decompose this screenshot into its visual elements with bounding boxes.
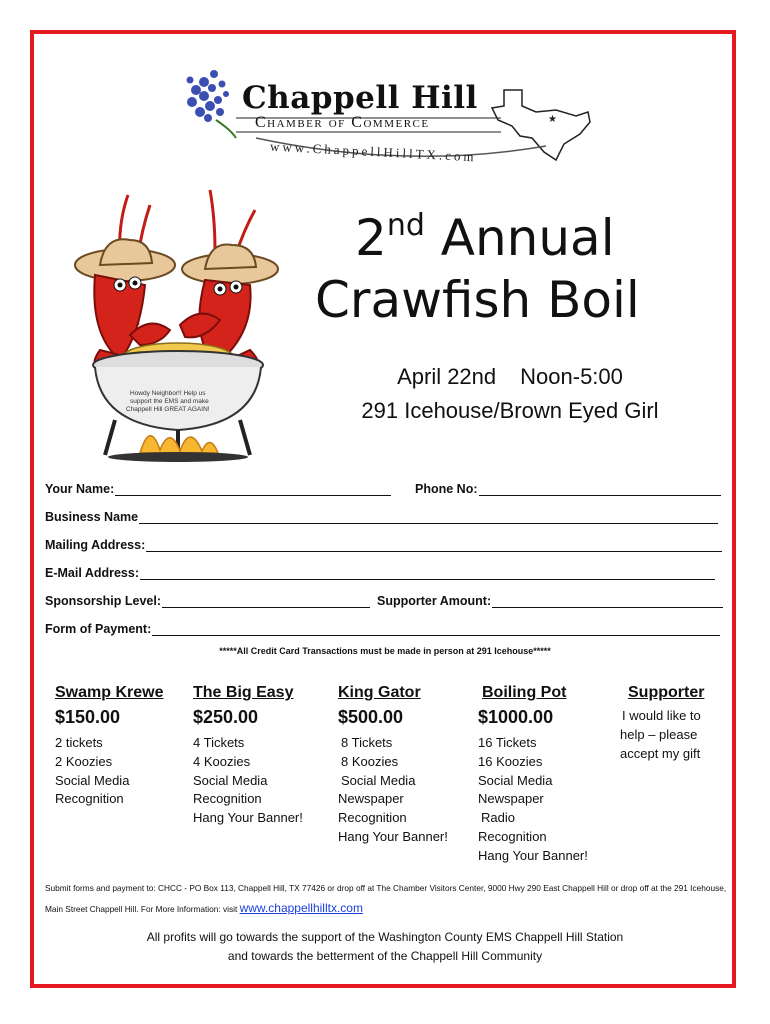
level-name: The Big Easy <box>193 684 294 701</box>
level-benefits <box>478 734 588 866</box>
benefit-item: 16 Tickets <box>478 735 537 750</box>
event-details <box>340 360 680 428</box>
payment-field[interactable] <box>152 621 720 636</box>
email-label: E-Mail Address: <box>45 566 140 580</box>
event-date: April 22nd <box>397 364 497 389</box>
benefit-item: Hang Your Banner! <box>478 847 588 863</box>
level-benefits <box>620 707 704 763</box>
website-link[interactable]: www.chappellhilltx.com <box>239 901 363 915</box>
sponsorship-row[interactable] <box>45 588 370 608</box>
benefit-item: Newspaper <box>478 791 544 807</box>
sponsorship-levels <box>45 684 735 864</box>
benefit-item: 16 Koozies <box>478 753 543 769</box>
benefit-item: 8 Tickets <box>341 735 393 750</box>
event-title <box>315 195 735 331</box>
svg-text:support the EMS and make: support the EMS and make <box>130 398 209 405</box>
business-row[interactable] <box>45 504 718 524</box>
benefit-item: 2 tickets <box>55 735 103 750</box>
sponsorship-label: Sponsorship Level: <box>45 594 161 608</box>
level-name: Boiling Pot <box>482 684 567 701</box>
business-label: Business Name <box>45 510 139 524</box>
level-big-easy <box>193 684 303 828</box>
your-name-field[interactable] <box>115 481 391 496</box>
bluebonnet-icon <box>187 70 230 122</box>
benefit-item: Hang Your Banner! <box>338 828 448 844</box>
level-price: $250.00 <box>193 707 259 727</box>
mailing-field[interactable] <box>146 537 722 552</box>
level-benefits <box>193 734 303 828</box>
benefit-item: Radio <box>481 810 515 826</box>
benefit-item: 4 Tickets <box>193 735 245 750</box>
payment-row[interactable] <box>45 616 720 636</box>
event-time: Noon-5:00 <box>520 364 623 389</box>
title-line2: Crawfish Boil <box>315 271 640 329</box>
supporter-amount-row[interactable] <box>377 588 723 608</box>
level-name: King Gator <box>338 684 421 701</box>
submit-text: Submit forms and payment to: CHCC - PO Box 113, Chappell Hill, TX 77426 or drop off at The Chamber Visitors Center, 9000 Hwy 290 East Chappell Hill or drop off at the 291 Icehouse, Main Street Chappell Hill. For More Information: visit <box>45 883 727 914</box>
ordinal-suffix: nd <box>386 208 425 243</box>
benefit-item: Social Media <box>478 772 553 788</box>
benefit-item: I would like to <box>622 708 701 723</box>
business-field[interactable] <box>139 509 718 524</box>
mailing-label: Mailing Address: <box>45 538 146 552</box>
level-price: $150.00 <box>55 707 121 727</box>
credit-card-note: *****All Credit Card Transactions must be made in person at 291 Icehouse***** <box>219 646 551 656</box>
level-benefits <box>338 734 448 847</box>
submit-instructions <box>45 878 730 919</box>
benefit-item: Social Media <box>341 772 416 788</box>
supporter-amount-field[interactable] <box>492 593 723 608</box>
event-location: 291 Icehouse/Brown Eyed Girl <box>361 398 659 423</box>
logo-url: www.ChappellHillTX.com <box>269 138 477 165</box>
level-name: Supporter <box>628 684 705 701</box>
benefit-item: Newspaper <box>338 791 404 807</box>
phone-field[interactable] <box>479 481 722 496</box>
level-benefits <box>55 734 163 809</box>
benefit-item: Recognition <box>338 810 407 826</box>
benefit-item: Recognition <box>193 791 262 807</box>
benefit-item: Recognition <box>478 828 547 844</box>
benefit-item: accept my gift <box>620 745 701 761</box>
payment-label: Form of Payment: <box>45 622 152 636</box>
level-king-gator <box>338 684 448 847</box>
benefit-item: Recognition <box>55 791 124 807</box>
phone-row[interactable] <box>415 476 721 496</box>
level-swamp-krewe <box>55 684 163 809</box>
svg-text:Howdy Neighbor!! Help us: Howdy Neighbor!! Help us <box>130 390 206 397</box>
level-name: Swamp Krewe <box>55 684 164 701</box>
benefit-item: 4 Koozies <box>193 753 251 769</box>
svg-text:Chappell Hill GREAT AGAIN!: Chappell Hill GREAT AGAIN! <box>126 406 210 413</box>
logo-title: Chappell Hill <box>242 80 478 116</box>
logo-subtitle: Chamber of Commerce <box>255 114 430 131</box>
email-row[interactable] <box>45 560 715 580</box>
profits-statement <box>45 928 725 966</box>
your-name-label: Your Name: <box>45 482 115 496</box>
svg-text:★: ★ <box>548 114 557 125</box>
benefit-item: 8 Koozies <box>341 753 399 769</box>
level-boiling-pot <box>478 684 588 866</box>
phone-label: Phone No: <box>415 482 478 496</box>
mailing-row[interactable] <box>45 532 722 552</box>
profits-line2: and towards the betterment of the Chappell Hill Community <box>227 949 543 963</box>
benefit-item: Social Media <box>55 772 130 788</box>
level-price: $1000.00 <box>478 707 554 727</box>
benefit-item: Social Media <box>193 772 268 788</box>
level-supporter <box>620 684 704 763</box>
profits-line1: All profits will go towards the support of the Washington County EMS Chappell Hill Station <box>146 930 624 944</box>
benefit-item: 2 Koozies <box>55 753 113 769</box>
email-field[interactable] <box>140 565 715 580</box>
texas-map-icon <box>492 90 590 160</box>
sponsorship-field[interactable] <box>162 593 370 608</box>
crawfish-pot-illustration <box>70 185 285 465</box>
benefit-item: Hang Your Banner! <box>193 810 303 826</box>
level-price: $500.00 <box>338 707 404 727</box>
ordinal-number: 2 <box>355 209 387 267</box>
supporter-amount-label: Supporter Amount: <box>377 594 492 608</box>
title-word: Annual <box>440 209 615 267</box>
your-name-row[interactable] <box>45 476 391 496</box>
benefit-item: help – please <box>620 726 698 742</box>
